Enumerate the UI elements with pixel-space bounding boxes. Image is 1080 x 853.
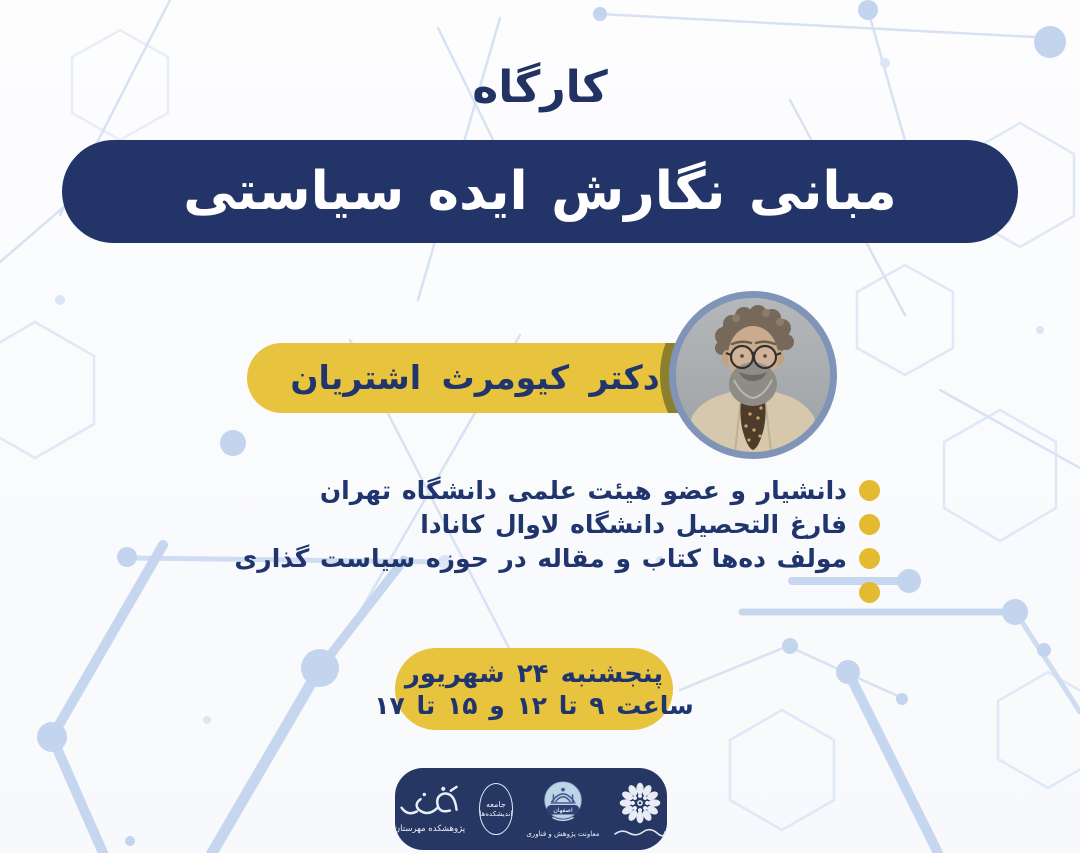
isfahan-caption: معاونت پژوهش و فناوری [526, 829, 600, 838]
schedule-time: ساعت ۹ تا ۱۲ و ۱۵ تا ۱۷ [374, 690, 694, 720]
isfahan-emblem-icon [539, 781, 587, 827]
isfahan-emblem-text: اصفهان [553, 806, 573, 814]
credential-item [234, 473, 880, 507]
footer-logo-bar [395, 768, 667, 850]
rosette-caption-calligraphy-icon [612, 828, 668, 837]
logo-mehrestan [394, 785, 466, 834]
credential-item [234, 507, 880, 541]
portrait-illustration [676, 298, 830, 452]
bullet-dot-extra-icon [859, 582, 880, 603]
logo-rosette [612, 781, 668, 837]
bullet-dot-icon [859, 514, 880, 535]
speaker-name-pill [247, 343, 719, 413]
schedule-box [374, 648, 694, 730]
credentials-list [234, 473, 880, 609]
credential-text: مولف ده‌ها کتاب و مقاله در حوزه سیاست گذاری [234, 543, 847, 573]
credential-item-empty [234, 575, 880, 609]
mehrestan-caption: پژوهشکده مهرستان [393, 823, 466, 834]
logo-think-tanks-society [479, 783, 514, 835]
credential-text: دانشیار و عضو هیئت علمی دانشگاه تهران [319, 475, 847, 505]
schedule-date: پنجشنبه ۲۴ شهریور [404, 658, 664, 689]
think-tanks-line1: جامعه [486, 800, 506, 809]
bullet-dot-icon [859, 548, 880, 569]
think-tanks-line2: اندیشکده‌ها [479, 810, 513, 818]
speaker-name: دکتر کیومرث اشتریان [290, 358, 660, 397]
mehrestan-calligraphy-icon [394, 785, 466, 821]
logo-isfahan-municipality [526, 781, 599, 838]
bullet-dot-icon [859, 480, 880, 501]
credential-text: فارغ التحصیل دانشگاه لاوال کانادا [420, 509, 847, 539]
title-banner [62, 140, 1018, 243]
workshop-kicker: کارگاه [472, 62, 608, 113]
credential-item [234, 541, 880, 575]
rosette-flower-icon [618, 781, 662, 825]
speaker-photo [669, 291, 837, 459]
workshop-title: مبانی نگارش ایده سیاستی [183, 161, 897, 222]
